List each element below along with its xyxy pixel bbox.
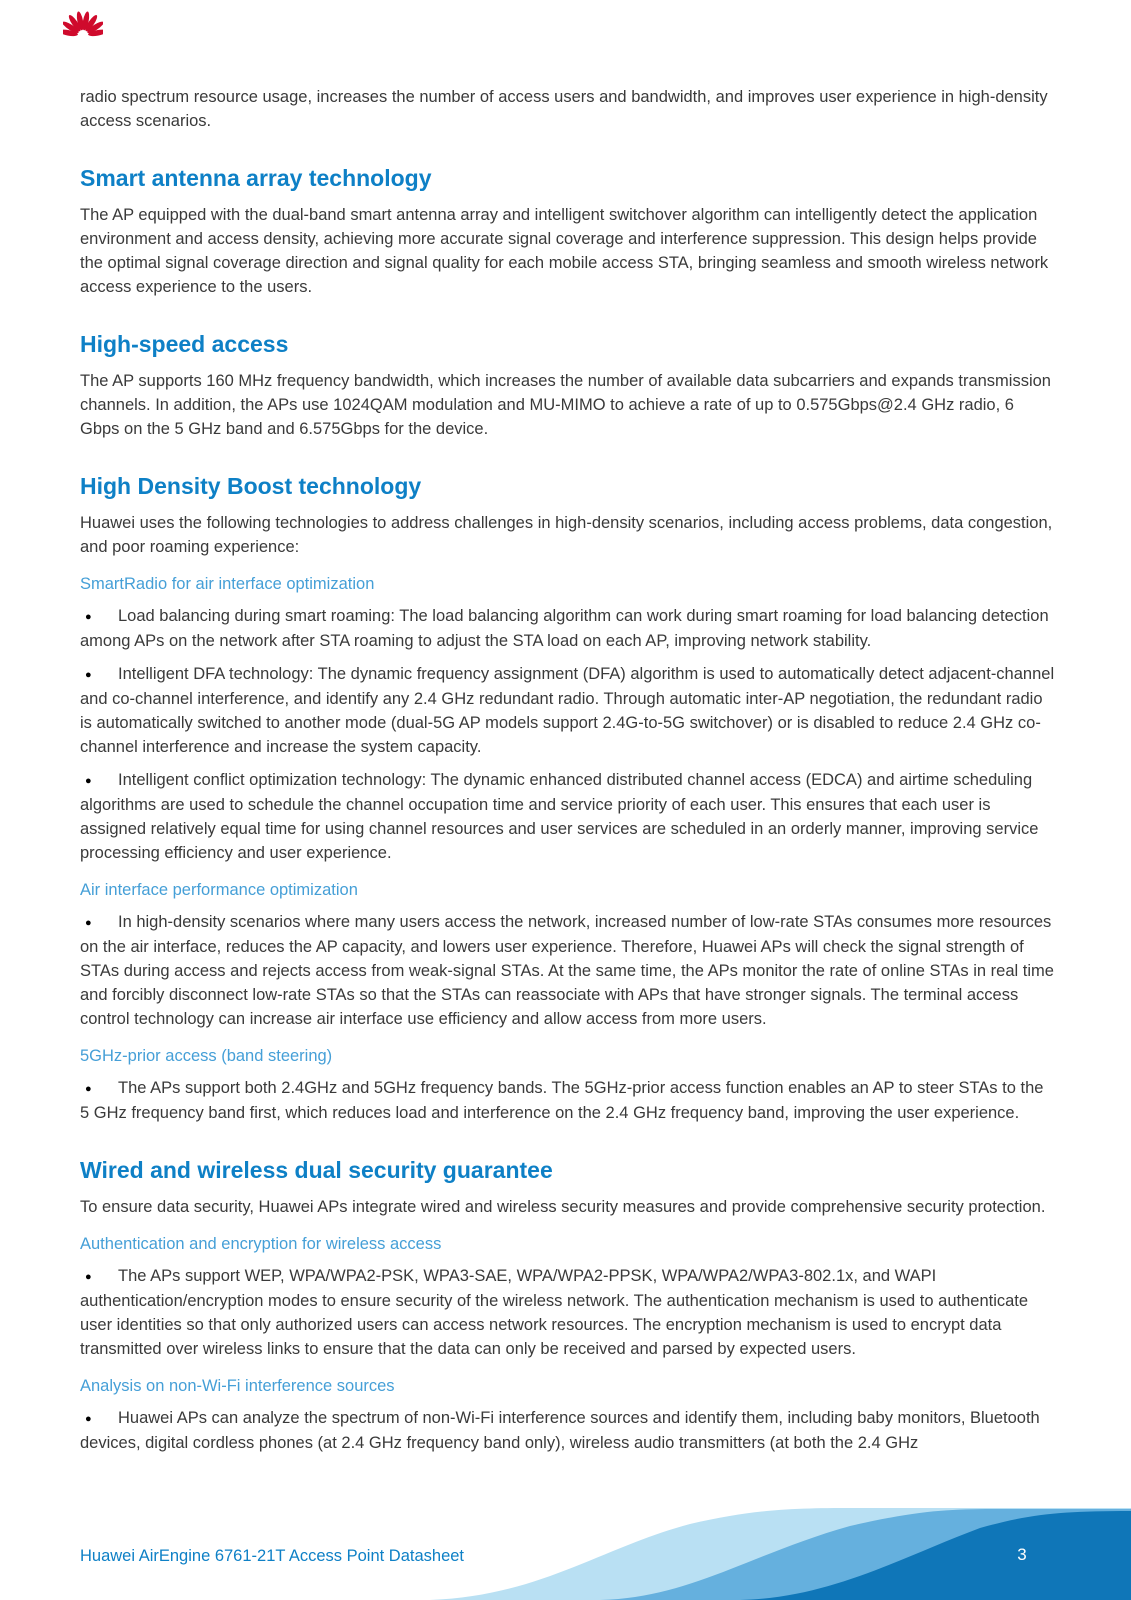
section-heading: Smart antenna array technology (80, 165, 432, 191)
sub-heading: Air interface performance optimization (80, 881, 358, 899)
bullet-item (80, 768, 1055, 865)
bullet-icon: ● (85, 775, 92, 787)
bullet-text: The APs support both 2.4GHz and 5GHz frequency bands. The 5GHz-prior access function enables an AP to steer STAs to the 5 GHz frequency band first, which reduces load and interference on the 2.4 GHz frequency band, improving the user experience. (80, 1079, 1044, 1122)
bullet-text: Huawei APs can analyze the spectrum of non-Wi-Fi interference sources and identify them, including baby monitors, Bluetooth devices, digital cordless phones (at 2.4 GHz frequency band only), wireless audio transmitters (at both the 2.4 GHz (80, 1409, 1040, 1452)
bullet-icon: ● (85, 917, 92, 929)
page-footer (0, 1508, 1131, 1600)
bullet-text: The APs support WEP, WPA/WPA2-PSK, WPA3-SAE, WPA/WPA2-PPSK, WPA/WPA2/WPA3-802.1x, and WAPI authentication/encryption modes to ensure security of the wireless network. The authentication mechanism is used to authenticate user identities so that only authorized users can access network resources. The encryption mechanism is used to encrypt data transmitted over wireless links to ensure that the data can only be received and parsed by expected users. (80, 1267, 1029, 1358)
bullet-item (80, 662, 1055, 759)
paragraph: The AP equipped with the dual-band smart antenna array and intelligent switchover algorithm can intelligently detect the application environment and access density, achieving more accurate signal coverage and interference suppression. This design helps provide the optimal signal coverage direction and signal quality for each mobile access STA, bringing seamless and smooth wireless network access experience to the users. (80, 206, 1049, 296)
bullet-text: Intelligent conflict optimization technology: The dynamic enhanced distributed channel access (EDCA) and airtime scheduling algorithms are used to schedule the channel occupation time and service priority of each user. This ensures that each user is assigned relatively equal time for using channel resources and user services are scheduled in an orderly manner, improving service processing efficiency and user experience. (80, 771, 1039, 862)
bullet-item (80, 1264, 1055, 1361)
sub-heading: 5GHz-prior access (band steering) (80, 1047, 333, 1065)
bullet-item (80, 1076, 1055, 1125)
sub-heading: Analysis on non-Wi-Fi interference sources (80, 1377, 395, 1395)
paragraph: Huawei uses the following technologies to address challenges in high-density scenarios, including access problems, data congestion, and poor roaming experience: (80, 514, 1053, 556)
bullet-text: In high-density scenarios where many users access the network, increased number of low-rate STAs consumes more resources on the air interface, reduces the AP capacity, and lowers user experience. Therefore, Huawei APs will check the signal strength of STAs during access and rejects access from weak-signal STAs. At the same time, the APs monitor the rate of online STAs in real time and forcibly disconnect low-rate STAs so that the STAs can reassociate with APs that have stronger signals. The terminal access control technology can increase air interface use efficiency and allow access from more users. (80, 913, 1054, 1028)
bullet-icon: ● (85, 669, 92, 681)
sub-heading: SmartRadio for air interface optimization (80, 575, 375, 593)
bullet-item (80, 910, 1055, 1031)
section-heading: High-speed access (80, 331, 289, 357)
paragraph: To ensure data security, Huawei APs integrate wired and wireless security measures and provide comprehensive security protection. (80, 1198, 1046, 1216)
bullet-text: Load balancing during smart roaming: The load balancing algorithm can work during smart roaming for load balancing detection among APs on the network after STA roaming to adjust the STA load on each AP, improving network stability. (80, 607, 1049, 650)
sub-heading: Authentication and encryption for wireless access (80, 1235, 442, 1253)
footer-doc-title: Huawei AirEngine 6761-21T Access Point Datasheet (80, 1547, 465, 1565)
bullet-icon: ● (85, 1083, 92, 1095)
section-heading: High Density Boost technology (80, 473, 422, 499)
bullet-text: Intelligent DFA technology: The dynamic frequency assignment (DFA) algorithm is used to automatically detect adjacent-channel and co-channel interference, and identify any 2.4 GHz redundant radio. Through automatic inter-AP negotiation, the redundant radio is automatically switched to another mode (dual-5G AP models support 2.4G-to-5G switchover) or is disabled to reduce 2.4 GHz co-channel interference and increase the system capacity. (80, 665, 1055, 756)
bullet-item (80, 1406, 1055, 1455)
bullet-icon: ● (85, 1413, 92, 1425)
paragraph: radio spectrum resource usage, increases the number of access users and bandwidth, and improves user experience in high-density access scenarios. (80, 88, 1048, 130)
bullet-item (80, 604, 1055, 653)
page-number: 3 (1017, 1545, 1027, 1564)
section-heading: Wired and wireless dual security guarantee (80, 1157, 553, 1183)
paragraph: The AP supports 160 MHz frequency bandwidth, which increases the number of available data subcarriers and expands transmission channels. In addition, the APs use 1024QAM modulation and MU-MIMO to achieve a rate of up to 0.575Gbps@2.4 GHz radio, 6 Gbps on the 5 GHz band and 6.575Gbps for the device. (80, 372, 1051, 438)
bullet-icon: ● (85, 1271, 92, 1283)
bullet-icon: ● (85, 611, 92, 623)
